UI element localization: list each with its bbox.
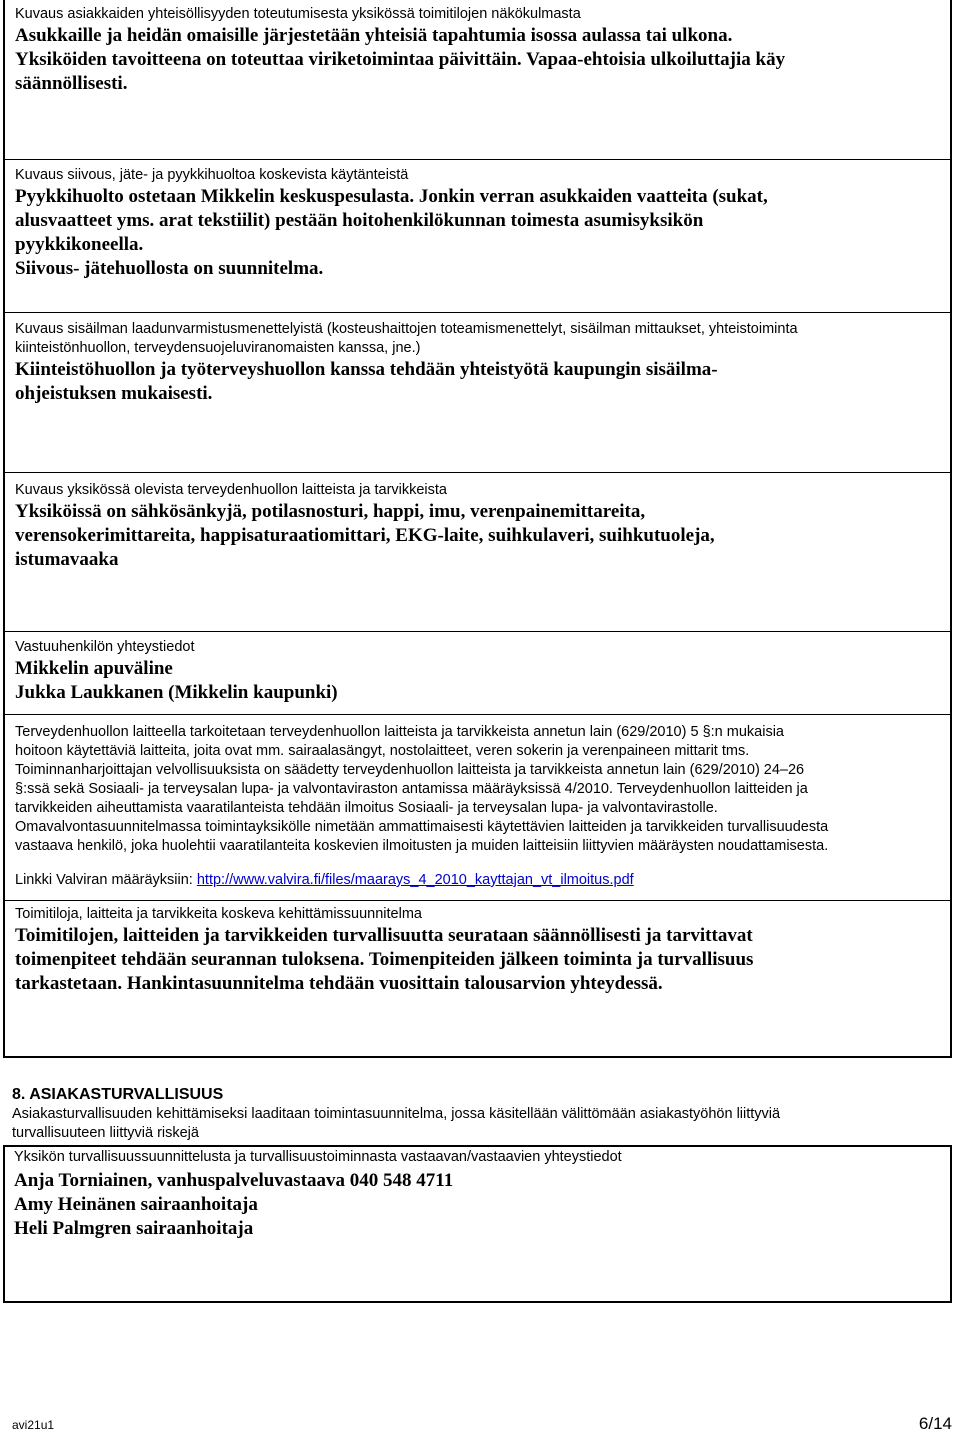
responsible-section bbox=[5, 631, 950, 705]
regulation-line: §:ssä sekä Sosiaali- ja terveysalan lupa- ja valvontaviraston antamissa määräyksissä 4/2010. Terveydenhuollon laitteiden ja bbox=[15, 781, 808, 797]
cleaning-line: alusvaatteet yms. arat tekstiilit) pestään hoitohenkilökunnan toimesta asumisyksikön bbox=[15, 210, 704, 231]
cleaning-line: Pyykkihuolto ostetaan Mikkelin keskuspesulasta. Jonkin verran asukkaiden vaatteita (sukat, bbox=[15, 186, 768, 207]
section-heading: 8. ASIAKASTURVALLISUUS bbox=[12, 1086, 224, 1103]
community-label: Kuvaus asiakkaiden yhteisöllisyyden toteutumisesta yksikössä toimitilojen näkökulmasta bbox=[15, 6, 581, 22]
valvira-link[interactable]: http://www.valvira.fi/files/maarays_4_2010_kayttajan_vt_ilmoitus.pdf bbox=[196, 872, 634, 888]
responsible-label: Vastuuhenkilön yhteystiedot bbox=[15, 639, 195, 655]
indoor-air-section bbox=[5, 312, 950, 406]
cleaning-label: Kuvaus siivous, jäte- ja pyykkihuoltoa koskevista käytänteistä bbox=[15, 167, 409, 183]
indoor-air-line: ohjeistuksen mukaisesti. bbox=[15, 383, 213, 404]
responsible-line: Jukka Laukkanen (Mikkelin kaupunki) bbox=[15, 682, 338, 703]
community-line: Asukkaille ja heidän omaisille järjestetään yhteisiä tapahtumia isossa aulassa tai ulkona. bbox=[15, 25, 733, 46]
cleaning-line: Siivous- jätehuollosta on suunnitelma. bbox=[15, 258, 324, 279]
regulation-line: Toiminnanharjoittajan velvollisuuksista on säädetty terveydenhuollon laitteista ja tarvikkeista annetun lain (629/2010) 24–26 bbox=[15, 762, 805, 778]
equipment-line: Yksiköissä on sähkösänkyjä, potilasnosturi, happi, imu, verenpainemittareita, bbox=[15, 501, 646, 522]
regulation-line: tarvikkeiden aiheuttamista vaaratilanteista tehdään ilmoitus Sosiaali- ja terveysalan lupa- ja valvontavirastolle. bbox=[15, 800, 718, 816]
section-intro-line: turvallisuuteen liittyviä riskejä bbox=[12, 1125, 199, 1141]
development-plan-label: Toimitiloja, laitteita ja tarvikkeita koskeva kehittämissuunnitelma bbox=[15, 906, 422, 922]
development-plan-line: Toimitilojen, laitteiden ja tarvikkeiden turvallisuutta seurataan säännöllisesti ja tarvittavat bbox=[15, 925, 753, 946]
regulation-line: hoitoon käytettäviä laitteita, joita ovat mm. sairaalasängyt, nostolaitteet, veren sokerin ja verenpaineen mittarit tms. bbox=[15, 743, 750, 759]
safety-contact: Amy Heinänen sairaanhoitaja bbox=[14, 1194, 258, 1215]
indoor-air-label: kiinteistönhuollon, terveydensuojeluviranomaisten kanssa, jne.) bbox=[15, 340, 421, 356]
regulation-line: vastaava henkilö, joka huolehtii vaaratilanteita koskevien ilmoitusten ja muiden laitteisiin liittyvien määräysten noudattamisesta. bbox=[15, 838, 829, 854]
indoor-air-line: Kiinteistöhuollon ja työterveyshuollon kanssa tehdään yhteistyötä kaupungin sisäilma- bbox=[15, 359, 718, 380]
equipment-section bbox=[5, 472, 950, 572]
regulation-line: Omavalvontasuunnitelmassa toimintayksikölle nimetään ammattimaisesti käytettävien laitteiden ja tarvikkeiden turvallisuudesta bbox=[15, 819, 829, 835]
community-line: Yksiköiden tavoitteena on toteuttaa viriketoimintaa päivittäin. Vapaa-ehtoisia ulkoiluttajia käy bbox=[15, 49, 786, 70]
development-plan-line: tarkastetaan. Hankintasuunnitelma tehdään vuosittain talousarvion yhteydessä. bbox=[15, 973, 663, 994]
safety-contacts-label: Yksikön turvallisuussuunnittelusta ja turvallisuustoiminnasta vastaavan/vastaavien yhteystiedot bbox=[14, 1149, 622, 1165]
equipment-line: istumavaaka bbox=[15, 549, 119, 570]
document-code: avi21u1 bbox=[12, 1418, 55, 1432]
community-line: säännöllisesti. bbox=[15, 73, 128, 94]
safety-contact: Anja Torniainen, vanhuspalveluvastaava 040 548 4711 bbox=[14, 1170, 454, 1191]
page-number: 6/14 bbox=[918, 1414, 952, 1433]
link-prefix: Linkki Valviran määräyksiin: bbox=[15, 872, 197, 888]
responsible-line: Mikkelin apuväline bbox=[15, 658, 173, 679]
cleaning-section bbox=[5, 159, 950, 281]
equipment-label: Kuvaus yksikössä olevista terveydenhuollon laitteista ja tarvikkeista bbox=[15, 482, 447, 498]
safety-contacts-box bbox=[3, 1145, 952, 1303]
section-intro-line: Asiakasturvallisuuden kehittämiseksi laaditaan toimintasuunnitelma, jossa käsitellään välittömään asiakastyöhön liittyviä bbox=[12, 1106, 781, 1122]
development-plan-line: toimenpiteet tehdään seurannan tuloksena. Toimenpiteiden jälkeen toiminta ja turvallisuus bbox=[15, 949, 754, 970]
safety-contact: Heli Palmgren sairaanhoitaja bbox=[14, 1218, 254, 1239]
equipment-line: verensokerimittareita, happisaturaatiomittari, EKG-laite, suihkulaveri, suihkutuoleja, bbox=[15, 525, 715, 546]
valvira-link-line bbox=[15, 871, 940, 890]
community-section bbox=[5, 5, 950, 96]
section-intro bbox=[12, 1105, 942, 1143]
facilities-table bbox=[3, 0, 952, 1058]
development-plan-section bbox=[5, 900, 950, 996]
cleaning-line: pyykkikoneella. bbox=[15, 234, 144, 255]
indoor-air-label: Kuvaus sisäilman laadunvarmistusmenettelyistä (kosteushaittojen toteamismenettelyt, sisäilman mittaukset, yhteistoiminta bbox=[15, 321, 798, 337]
regulation-section bbox=[5, 714, 950, 890]
regulation-line: Terveydenhuollon laitteella tarkoitetaan terveydenhuollon laitteista ja tarvikkeista annetun lain (629/2010) 5 §:n mukaisia bbox=[15, 724, 784, 740]
